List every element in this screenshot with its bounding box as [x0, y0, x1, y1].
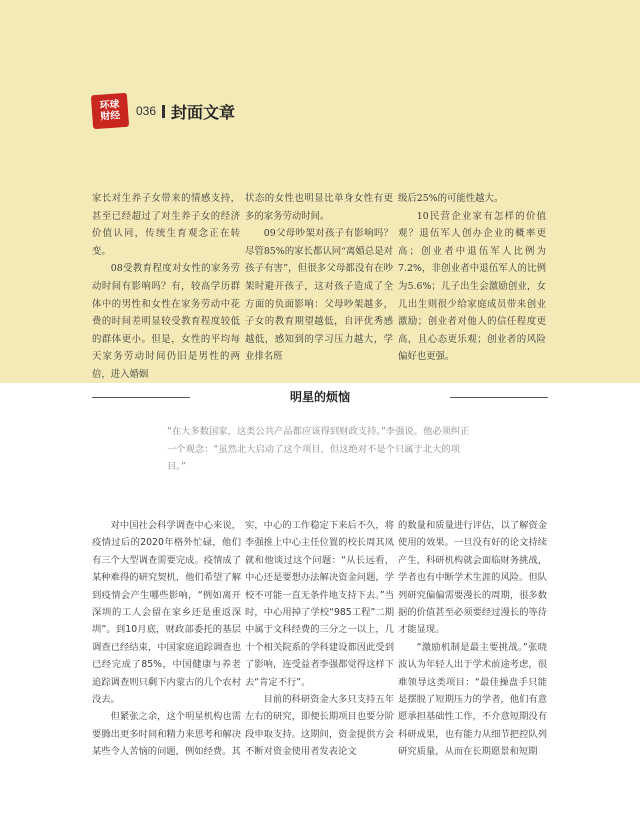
- body-column-1: [92, 517, 241, 761]
- page-number: 036: [136, 104, 157, 118]
- paragraph: “激励机制是最主要挑战。”张晓波认为年轻人出于学术前途考虑，很难领导这类项目：“最佳操盘手只能是摆脱了短期压力的学者，他们有意愿承担基础性工作，不介意短期没有科研成果，也有能力从细节把控队列研究质量，从而在长期愿景和短期: [398, 641, 547, 758]
- divider-right: [450, 397, 548, 398]
- paragraph: 级后25%的可能性越大。: [398, 193, 504, 204]
- body-column-2: [245, 517, 394, 761]
- divider-left: [92, 397, 190, 398]
- separator-bar: [162, 105, 165, 118]
- paragraph: 09父母吵架对孩子有影响吗？尽管85%的家长都认同“离婚总是对孩子有害”，但很多父母都没有在吵架时避开孩子，这对孩子造成了全方面的负面影响：父母吵架越多，子女的教育期望越低，自评优秀感越低，感知到的学习压力越大，学业排名班: [245, 228, 393, 363]
- top-column-2: [245, 190, 393, 366]
- paragraph: 10民营企业家有怎样的价值观？退伍军人创办企业的概率更高；创业者中退伍军人比例为7.2%，非创业者中退伍军人的比例为5.6%；儿子出生会激励创业，女儿出生则很少给家庭成员带来创业激励；创业者对他人的信任程度更高，且心态更乐观；创业者的风险偏好也更强。: [398, 210, 546, 363]
- subheading: 明星的烦恼: [289, 390, 350, 404]
- paragraph: 对中国社会科学调查中心来说，疫情过后的2020年格外忙碌，他们有三个大型调查需要完成。疫情成了某种难得的研究契机，他们希望了解到疫情会产生哪些影响，“例如离开深圳的工人会留在家乡还是重返深圳”。到10月底，财政部委托的基层调查已经结束，中国家庭追踪调查也已经完成了85%，中国健康与养老追踪调查则只剩下内蒙古的几个农村没去。: [92, 520, 241, 706]
- paragraph: 但紧张之余，这个明星机构也需要腾出更多时间和精力来思考和解决某些令人苦恼的问题，例如经费。其: [92, 711, 241, 758]
- pull-quote: “在大多数国家，这类公共产品都应该得到财政支持。”李强说。他必须纠正一个观念：“虽然北大启动了这个项目，但这绝对不是个只属于北大的项目。”: [167, 426, 470, 472]
- section-title: 封面文章: [171, 102, 236, 122]
- paragraph: 实，中心的工作稳定下来后不久，将李强推上中心主任位置的校长周其凤就和他谈过这个问题：“从长远看，中心还是要想办法解决资金问题，学校不可能一直无条件地支持下去。”当时，中心用掉了学校“985工程”二期中属于文科经费的三分之一以上，几十个相关院系的学科建设都因此受到了影响，连受益者李强都觉得这样下去“肯定不行”。: [245, 520, 394, 688]
- page-header: [92, 94, 235, 128]
- body-column-3: [398, 517, 547, 761]
- paragraph: 08受教育程度对女性的家务劳动时间有影响吗？有，较高学历群体中的男性和女性在家务劳动中花费的时间差明显较受教育程度较低的群体更小。但是，女性的平均每天家务劳动时间仍旧是男性的两倍，进入婚姻: [92, 263, 240, 380]
- paragraph: 状态的女性也明显比单身女性有更多的家务劳动时间。: [245, 193, 393, 222]
- paragraph: 目前的科研资金大多只支持五年左右的研究，即便长期项目也要分阶段申取支持。这期间，资金提供方会不断对资金使用者发表论文: [245, 694, 394, 758]
- magazine-logo: 环球 财经: [91, 93, 129, 129]
- top-column-1: [92, 190, 240, 384]
- paragraph: 的数量和质量进行评估，以了解资金使用的效果。一旦没有好的论文持续产生，科研机构就会面临财务挑战，学者也有中断学术生涯的风险。但队列研究偏偏需要漫长的周期，很多数据的价值甚至必须要经过漫长的等待才能显现。: [398, 520, 547, 636]
- top-column-3: [398, 190, 546, 366]
- paragraph: 家长对生养子女带来的情感支持，甚至已经超过了对生养子女的经济价值认同，传统生育观念正在转变。: [92, 193, 240, 257]
